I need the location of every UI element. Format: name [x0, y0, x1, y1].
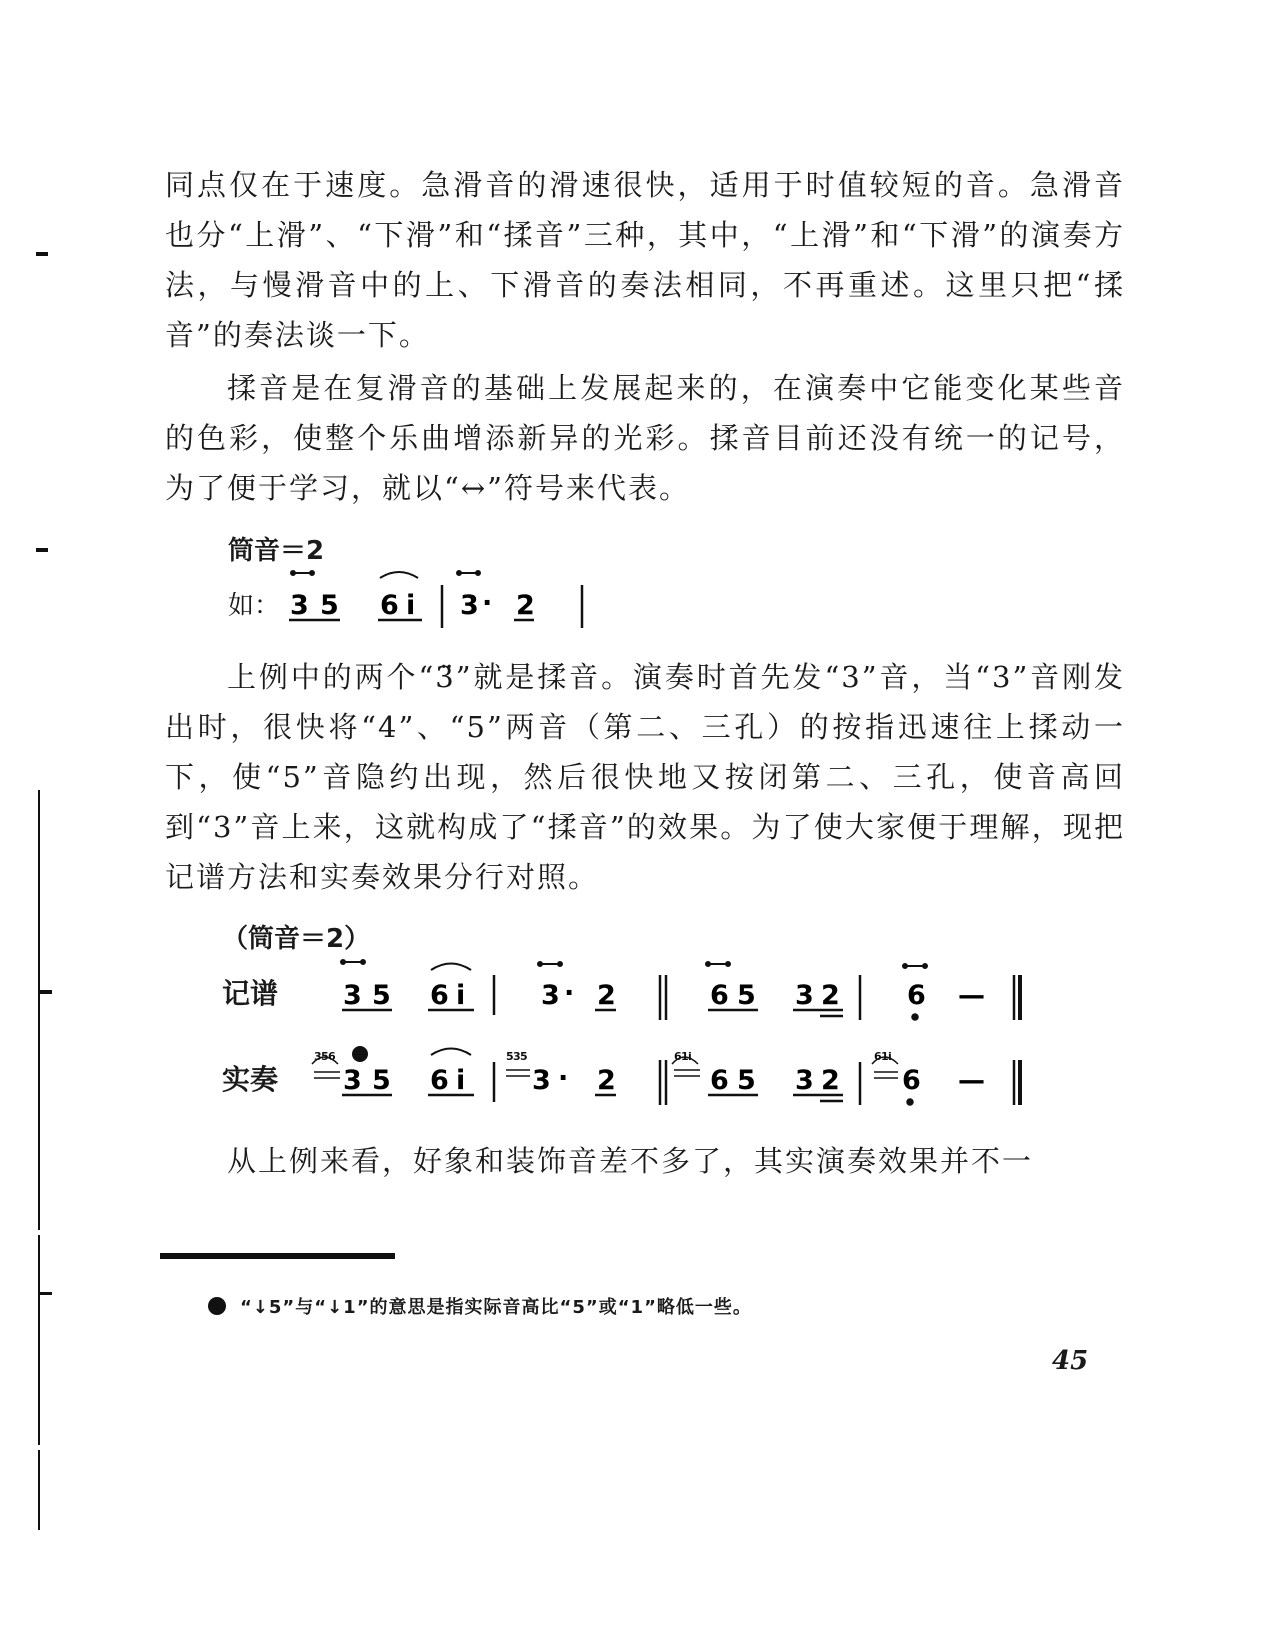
grace-3b: 3 [513, 1050, 521, 1063]
ex2r1-note-i: i [456, 980, 466, 1011]
footnote-rule [160, 1253, 395, 1259]
example1-key: 筒音＝2 [228, 536, 325, 566]
ex1-note-6: 6 [380, 590, 399, 621]
example2-row2-label: 实奏 [222, 1063, 279, 1096]
ex2r1-note-2b: 2 [821, 980, 840, 1011]
ex2r1-note-2: 2 [597, 980, 616, 1011]
footnote-marker [208, 1297, 226, 1315]
ex2r2-note-3c: 3 [795, 1065, 814, 1096]
ex2r1-note-3c: 3 [795, 980, 814, 1011]
ex2r1-note-5: 5 [372, 980, 391, 1011]
ex2r1-dash: — [958, 980, 985, 1011]
ex2r2-dash: — [958, 1065, 985, 1096]
ex2r1-note-6: 6 [430, 980, 449, 1011]
grace-ib: i [688, 1050, 692, 1063]
scan-mark [36, 548, 48, 552]
paragraph-4: 从上例来看，好象和装饰音差不多了，其实演奏效果并不一 [227, 1144, 1034, 1178]
ex1-dot: · [482, 588, 493, 619]
example2-row1-label: 记谱 [222, 977, 279, 1010]
page-number: 45 [1052, 1346, 1089, 1376]
example2-key: （筒音＝2） [222, 924, 371, 954]
example1-prefix: 如： [228, 591, 281, 621]
grace-ic: i [888, 1050, 892, 1063]
scan-mark [36, 252, 48, 256]
ex2r2-note-6c: 6 [902, 1065, 921, 1096]
ex2r1-note-3b: 3 [541, 980, 560, 1011]
ex1-note-3b: 3 [460, 590, 479, 621]
ex2r1-dot: · [564, 978, 575, 1009]
scan-mark [38, 990, 52, 994]
paragraph-3: 上例中的两个“3̈”就是揉音。演奏时首先发“3”音，当“3”音刚发出时，很快将“4”、“5”两音（第二、三孔）的按指迅速往上揉动一下，使“5”音隐约出现，然后很快地又按闭第二、三孔，使音高回到“3”音上来，这就构成了“揉音”的效果。为了使大家便于理解，现把记谱方法和实奏效果分行对照。 [165, 660, 1125, 894]
paragraph-1: 同点仅在于速度。急滑音的滑速很快，适用于时值较短的音。急滑音也分“上滑”、“下滑”和“揉音”三种，其中，“上滑”和“下滑”的演奏方法，与慢滑音中的上、下滑音的奏法相同，不再重述。这里只把“揉音”的奏法谈一下。 [165, 168, 1125, 352]
footnote-text: “↓5”与“↓1”的意思是指实际音高比“5”或“1”略低一些。 [240, 1297, 752, 1318]
ex2r2-note-2: 2 [597, 1065, 616, 1096]
ex2r2-dot: · [558, 1063, 569, 1094]
ex1-note-i: i [406, 590, 416, 621]
paragraph-2: 揉音是在复滑音的基础上发展起来的，在演奏中它能变化某些音的色彩，使整个乐曲增添新异的光彩。揉音目前还没有统一的记号，为了便于学习，就以“↔”符号来代表。 [165, 371, 1125, 505]
ex2r2-note-6: 6 [430, 1065, 449, 1096]
grace-6: 6 [328, 1050, 336, 1063]
grace-5: 5 [321, 1050, 329, 1063]
grace-1b: 1 [881, 1050, 889, 1063]
ex2r2-note-3b: 3 [532, 1065, 551, 1096]
grace-5c: 5 [520, 1050, 528, 1063]
scan-line [38, 1450, 40, 1530]
ex2r2-note-6b: 6 [710, 1065, 729, 1096]
grace-6c: 6 [874, 1050, 882, 1063]
ex2r1-note-5b: 5 [737, 980, 756, 1011]
ex1-note-3: 3 [290, 590, 309, 621]
scan-mark [38, 1292, 52, 1295]
ex2r2-note-i: i [456, 1065, 466, 1096]
grace-3: 3 [314, 1050, 322, 1063]
ex2r2-note-5: 5 [372, 1065, 391, 1096]
grace-5b: 5 [506, 1050, 514, 1063]
ex2r2-note-5b: 5 [737, 1065, 756, 1096]
ex2r1-note-3: 3 [343, 980, 362, 1011]
ex2r1-note-6b: 6 [710, 980, 729, 1011]
ex2r2-note-2b: 2 [821, 1065, 840, 1096]
ex2r2-note-3: 3 [343, 1065, 362, 1096]
ex1-note-2: 2 [516, 590, 535, 621]
grace-6b: 6 [674, 1050, 682, 1063]
ex2r1-note-6c: 6 [907, 980, 926, 1011]
scan-line [38, 1235, 40, 1445]
ex1-note-5: 5 [320, 590, 339, 621]
scan-line [38, 790, 40, 1230]
grace-1: 1 [681, 1050, 689, 1063]
